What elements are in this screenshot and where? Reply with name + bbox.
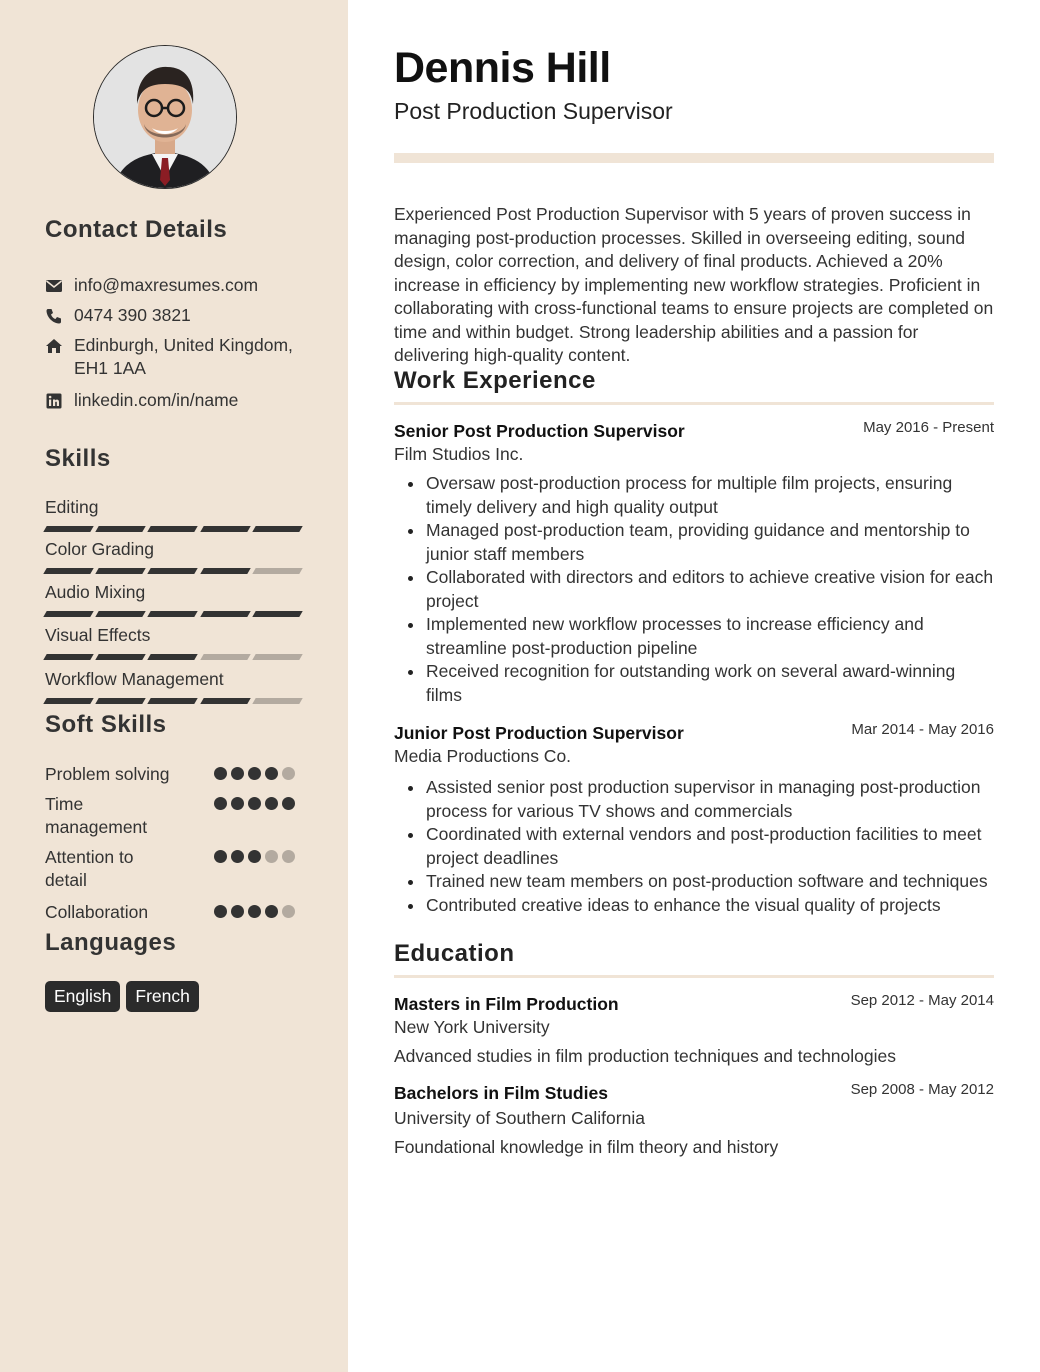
education-heading: Education <box>394 940 515 967</box>
job-dates: Mar 2014 - May 2016 <box>851 721 994 738</box>
skill-level-segment <box>95 698 146 704</box>
language-badge: English <box>45 981 120 1012</box>
skill-level-segment <box>95 568 146 574</box>
skill-level-segment <box>148 654 199 660</box>
job-company: Media Productions Co. <box>394 746 572 766</box>
rating-dot <box>282 905 295 918</box>
skill-level-segment <box>43 654 94 660</box>
contact-phone-text[interactable]: 0474 390 3821 <box>74 305 191 325</box>
list-item: Managed post-production team, providing guidance and mentorship to junior staff members <box>426 519 994 566</box>
soft-skill-rating <box>214 767 295 780</box>
skill-level-bar <box>45 611 301 617</box>
list-item: Oversaw post-production process for multiple film projects, ensuring timely delivery and high quality output <box>426 472 994 519</box>
rating-dot <box>214 905 227 918</box>
skill-level-segment <box>200 654 251 660</box>
skill-level-segment <box>95 654 146 660</box>
profile-photo <box>94 46 236 188</box>
skill-level-segment <box>200 611 251 617</box>
summary-text: Experienced Post Production Supervisor with 5 years of proven success in managing post-production processes. Skilled in overseeing editing, sound design, color correction, and delivery of final products. Achieved a 20% increase in efficiency by implementing new workflow strategies. Proficient in collaborating with cross-functional teams to ensure projects are completed on time and within budget. Strong leadership abilities and a passion for delivering high-quality content. <box>394 204 994 365</box>
rating-dot <box>265 797 278 810</box>
skill-level-segment <box>43 526 94 532</box>
skill-level-segment <box>148 611 199 617</box>
soft-skill-rating <box>214 797 295 810</box>
rating-dot <box>231 767 244 780</box>
header-divider <box>394 153 994 163</box>
home-icon <box>45 337 63 355</box>
list-item: Trained new team members on post-production software and techniques <box>426 870 994 894</box>
degree-title: Masters in Film Production <box>394 994 619 1014</box>
job-company: Film Studios Inc. <box>394 444 524 464</box>
job-bullets <box>394 472 994 707</box>
skill-name: Color Grading <box>45 539 154 559</box>
candidate-title: Post Production Supervisor <box>394 98 673 124</box>
contact-address-text: Edinburgh, United Kingdom, EH1 1AA <box>74 335 293 378</box>
rating-dot <box>248 797 261 810</box>
skill-level-bar <box>45 654 301 660</box>
list-item: Coordinated with external vendors and post-production facilities to meet project deadlines <box>426 823 994 870</box>
soft-skill-name: Time management <box>45 794 148 837</box>
list-item: Received recognition for outstanding work on several award-winning films <box>426 660 994 707</box>
rating-dot <box>265 767 278 780</box>
rating-dot <box>214 767 227 780</box>
rating-dot <box>265 905 278 918</box>
job-bullets <box>394 776 994 917</box>
job-dates: May 2016 - Present <box>863 419 994 436</box>
degree-title: Bachelors in Film Studies <box>394 1083 608 1103</box>
skill-level-segment <box>148 526 199 532</box>
rating-dot <box>231 797 244 810</box>
language-badge: French <box>126 981 198 1012</box>
skills-heading: Skills <box>45 445 111 472</box>
candidate-name: Dennis Hill <box>394 44 611 92</box>
list-item: Assisted senior post production supervisor in managing post-production process for various TV shows and commercials <box>426 776 994 823</box>
education-divider <box>394 975 994 978</box>
skill-level-bar <box>45 526 301 532</box>
school-name: New York University <box>394 1017 550 1037</box>
linkedin-icon <box>45 392 63 410</box>
skill-level-segment <box>148 568 199 574</box>
skill-level-bar <box>45 698 301 704</box>
skill-level-bar <box>45 568 301 574</box>
school-name: University of Southern California <box>394 1108 645 1128</box>
degree-dates: Sep 2012 - May 2014 <box>850 992 994 1009</box>
skill-level-segment <box>200 526 251 532</box>
skill-level-segment <box>95 611 146 617</box>
soft-skill-name: Problem solving <box>45 764 170 784</box>
contact-heading: Contact Details <box>45 216 228 243</box>
rating-dot <box>248 850 261 863</box>
experience-heading: Work Experience <box>394 367 596 394</box>
skill-level-segment <box>43 698 94 704</box>
soft-skill-rating <box>214 905 295 918</box>
skill-level-segment <box>252 698 303 704</box>
skill-level-segment <box>43 611 94 617</box>
job-title: Senior Post Production Supervisor <box>394 421 685 441</box>
list-item: Collaborated with directors and editors to achieve creative vision for each project <box>426 566 994 613</box>
envelope-icon <box>45 277 63 295</box>
contact-email-text[interactable]: info@maxresumes.com <box>74 275 259 295</box>
skill-level-segment <box>252 654 303 660</box>
sidebar <box>0 0 348 1372</box>
phone-icon <box>45 307 63 325</box>
rating-dot <box>231 850 244 863</box>
languages-list <box>45 981 199 1012</box>
degree-description: Foundational knowledge in film theory and history <box>394 1137 779 1157</box>
skill-level-segment <box>252 526 303 532</box>
rating-dot <box>214 850 227 863</box>
soft-skill-name: Attention to detail <box>45 847 134 890</box>
rating-dot <box>248 905 261 918</box>
list-item: Contributed creative ideas to enhance the visual quality of projects <box>426 894 994 918</box>
skill-name: Visual Effects <box>45 625 151 645</box>
degree-dates: Sep 2008 - May 2012 <box>850 1081 994 1098</box>
skill-level-segment <box>148 698 199 704</box>
avatar <box>93 45 237 189</box>
rating-dot <box>282 850 295 863</box>
skill-level-segment <box>95 526 146 532</box>
skill-level-segment <box>200 698 251 704</box>
list-item: Implemented new workflow processes to increase efficiency and streamline post-production pipeline <box>426 613 994 660</box>
skill-name: Workflow Management <box>45 669 224 689</box>
contact-address <box>45 334 315 382</box>
rating-dot <box>214 797 227 810</box>
experience-divider <box>394 402 994 405</box>
soft-skills-heading: Soft Skills <box>45 711 167 738</box>
soft-skill-rating <box>214 850 295 863</box>
contact-linkedin-text[interactable]: linkedin.com/in/name <box>74 390 239 410</box>
skill-level-segment <box>43 568 94 574</box>
rating-dot <box>248 767 261 780</box>
rating-dot <box>265 850 278 863</box>
job-title: Junior Post Production Supervisor <box>394 723 684 743</box>
skill-name: Editing <box>45 497 99 517</box>
skill-level-segment <box>252 611 303 617</box>
rating-dot <box>231 905 244 918</box>
skill-name: Audio Mixing <box>45 582 146 602</box>
rating-dot <box>282 767 295 780</box>
rating-dot <box>282 797 295 810</box>
skill-level-segment <box>252 568 303 574</box>
soft-skill-name: Collaboration <box>45 902 149 922</box>
degree-description: Advanced studies in film production techniques and technologies <box>394 1046 896 1066</box>
skill-level-segment <box>200 568 251 574</box>
languages-heading: Languages <box>45 929 177 956</box>
